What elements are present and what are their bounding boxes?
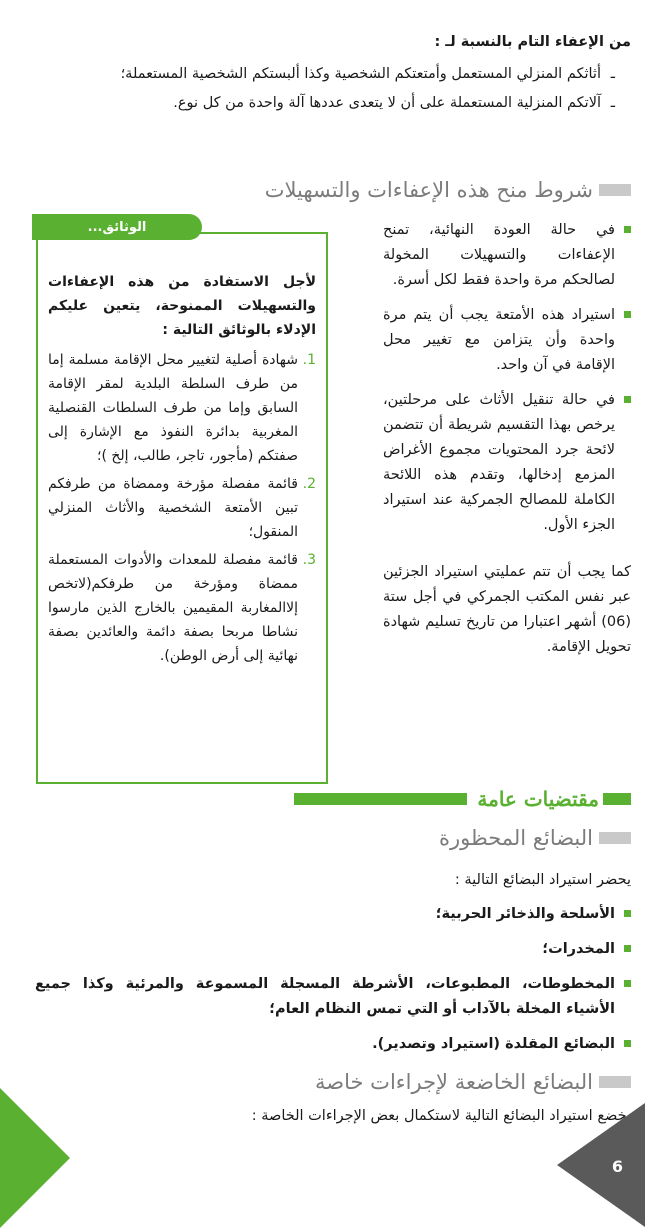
document-item-number: 2. (302, 476, 316, 492)
conditions-paragraph: كما يجب أن تتم عمليتي استيراد الجزئين عبر نفس المكتب الجمركي في أجل ستة (06) أشهر اعتبارا من تاريخ تسليم شهادة تحويل الإقامة. (383, 564, 631, 655)
prohibited-item (35, 1032, 631, 1057)
document-item (48, 472, 316, 544)
section-bar (599, 1076, 631, 1088)
document-item-text: قائمة مفصلة للمعدات والأدوات المستعملة ممضاة ومؤرخة من طرفكم(لاتخص إلاالمغاربة المقيمين بالخارج الذين مارسوا نشاطا مربحا بصفة دائمة والعائدين بصفة نهائية إلى أرض الوطن). (48, 552, 298, 664)
documents-content (38, 234, 326, 668)
square-bullet-icon (624, 1040, 631, 1047)
conditions-bullet-text: في حالة تنقيل الأثاث على مرحلتين، يرخص بهذا التقسيم شريطة أن تتضمن لائحة جرد المحتويات مجموع الأغراض المزمع إدخالها، وتقدم هذه اللائحة الكاملة للمصالح الجمركية عند استيراد الجزء الأول. (383, 392, 615, 533)
prohibited-item (35, 902, 631, 927)
prohibited-item (35, 972, 631, 1022)
section-prohibited-header (10, 822, 631, 854)
section-general-title: مقتضيات عامة (477, 786, 599, 811)
conditions-bullet-text: استيراد هذه الأمتعة يجب أن يتم مرة واحدة وأن يتزامن مع تغيير محل الإقامة في آن واحد. (383, 307, 615, 373)
document-item (48, 348, 316, 468)
documents-intro: لأجل الاستفادة من هذه الإعفاءات والتسهيلات الممنوحة، يتعين عليكم الإدلاء بالوثائق التالية : (48, 274, 316, 338)
section-special-header (10, 1066, 631, 1098)
conditions-bullet (383, 388, 631, 538)
prohibited-item-text: المخطوطات، المطبوعات، الأشرطة المسجلة المسموعة والمرئية وكذا جميع الأشياء المخلة بالآداب أو التي تمس النظام العام؛ (35, 976, 615, 1017)
section-prohibited-title: البضائع المحظورة (438, 825, 593, 850)
section-bar (599, 832, 631, 844)
intro-list (55, 62, 615, 116)
section-conditions-header (10, 174, 631, 206)
section-conditions-title: شروط منح هذه الإعفاءات والتسهيلات (264, 177, 593, 202)
conditions-column (383, 218, 631, 660)
intro-item: ـ أثاثكم المنزلي المستعمل وأمتعتكم الشخصية وكذا ألبستكم الشخصية المستعملة؛ (55, 62, 615, 87)
special-lead: يخضع استيراد البضائع التالية لاستكمال بعض الإجراءات الخاصة : (251, 1108, 631, 1124)
green-bar (294, 793, 467, 805)
section-special-title: البضائع الخاضعة لإجراءات خاصة (315, 1069, 593, 1094)
green-corner-triangle (0, 1088, 70, 1228)
green-bar (603, 793, 631, 805)
document-item-number: 3. (302, 552, 316, 568)
prohibited-item-text: الأسلحة والذخائر الحربية؛ (435, 906, 615, 922)
prohibited-item-text: البضائع المقلدة (استيراد وتصدير). (372, 1036, 615, 1052)
prohibited-list (35, 902, 631, 1057)
section-general-header (294, 788, 599, 810)
section-bar (599, 184, 631, 196)
document-item (48, 548, 316, 668)
prohibited-lead: يحضر استيراد البضائع التالية : (454, 872, 631, 888)
page-number: 6 (611, 1157, 623, 1176)
square-bullet-icon (624, 226, 631, 233)
intro-heading: من الإعفاء التام بالنسبة لـ : (434, 34, 631, 50)
square-bullet-icon (624, 945, 631, 952)
document-item-number: 1. (302, 352, 316, 368)
document-item-text: قائمة مفصلة مؤرخة وممضاة من طرفكم تبين الأمتعة الشخصية والأثاث المنزلي المنقول؛ (48, 476, 298, 540)
gray-corner-triangle (557, 1103, 645, 1227)
square-bullet-icon (624, 980, 631, 987)
documents-tab: الوثائق... (32, 214, 202, 240)
documents-box (36, 232, 328, 784)
document-item-text: شهادة أصلية لتغيير محل الإقامة مسلمة إما من طرف السلطة البلدية لمقر الإقامة السابق وإما من طرف السلطات القنصلية المغربية بدائرة النفوذ مع الإشارة إلى صفتكم (مأجور، تاجر، طالب، إلخ )؛ (48, 352, 298, 464)
square-bullet-icon (624, 311, 631, 318)
intro-item: ـ آلاتكم المنزلية المستعملة على أن لا يتعدى عددها آلة واحدة من كل نوع. (55, 91, 615, 116)
square-bullet-icon (624, 910, 631, 917)
conditions-bullet (383, 218, 631, 293)
conditions-bullet-text: في حالة العودة النهائية، تمنح الإعفاءات والتسهيلات المخولة لصالحكم مرة واحدة فقط لكل أسرة. (383, 222, 615, 288)
prohibited-item-text: المخدرات؛ (542, 941, 615, 957)
square-bullet-icon (624, 396, 631, 403)
conditions-bullet (383, 303, 631, 378)
prohibited-item (35, 937, 631, 962)
